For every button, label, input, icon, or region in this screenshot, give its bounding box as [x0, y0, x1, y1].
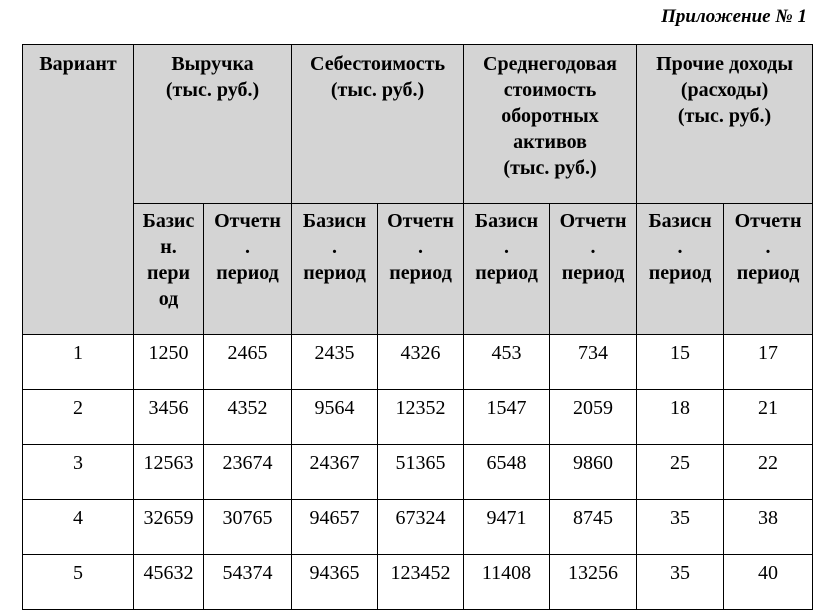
header-revenue: Выручка (тыс. руб.) [134, 45, 292, 204]
table-cell: 9860 [550, 445, 637, 500]
subheader-row [23, 204, 813, 335]
header-working-capital: Среднегодовая стоимость оборотных активов (тыс. руб.) [464, 45, 637, 204]
table-cell: 123452 [378, 555, 464, 610]
table-cell: 21 [724, 390, 813, 445]
appendix-label: Приложение № 1 [661, 6, 807, 27]
table-cell: 94365 [292, 555, 378, 610]
table-cell: 1250 [134, 335, 204, 390]
table-cell: 2435 [292, 335, 378, 390]
subheader-cell: Отчетн . период [378, 204, 464, 335]
table-cell: 12563 [134, 445, 204, 500]
table-cell: 94657 [292, 500, 378, 555]
table-row [23, 500, 813, 555]
table-cell: 4 [23, 500, 134, 555]
table-cell: 40 [724, 555, 813, 610]
table-cell: 12352 [378, 390, 464, 445]
table-cell: 18 [637, 390, 724, 445]
table-cell: 5 [23, 555, 134, 610]
subheader-cell: Базисн . период [637, 204, 724, 335]
table-cell: 3456 [134, 390, 204, 445]
table-cell: 45632 [134, 555, 204, 610]
table-cell: 54374 [204, 555, 292, 610]
header-cost: Себестоимость (тыс. руб.) [292, 45, 464, 204]
table-cell: 1547 [464, 390, 550, 445]
table-cell: 8745 [550, 500, 637, 555]
table-cell: 6548 [464, 445, 550, 500]
table-cell: 24367 [292, 445, 378, 500]
table-cell: 35 [637, 500, 724, 555]
table-cell: 17 [724, 335, 813, 390]
header-other-income: Прочие доходы (расходы) (тыс. руб.) [637, 45, 813, 204]
subheader-cell: Отчетн . период [550, 204, 637, 335]
subheader-cell: Отчетн . период [204, 204, 292, 335]
table-cell: 2 [23, 390, 134, 445]
subheader-cell: Отчетн . период [724, 204, 813, 335]
subheader-cell: Базисн . период [292, 204, 378, 335]
table-cell: 25 [637, 445, 724, 500]
table-cell: 4352 [204, 390, 292, 445]
table-cell: 15 [637, 335, 724, 390]
subheader-cell: Базисн . период [464, 204, 550, 335]
table-cell: 4326 [378, 335, 464, 390]
table-cell: 453 [464, 335, 550, 390]
table-cell: 2465 [204, 335, 292, 390]
table-cell: 35 [637, 555, 724, 610]
table-cell: 30765 [204, 500, 292, 555]
table-cell: 67324 [378, 500, 464, 555]
table-cell: 32659 [134, 500, 204, 555]
table-cell: 3 [23, 445, 134, 500]
table-cell: 38 [724, 500, 813, 555]
header-variant: Вариант [23, 45, 134, 335]
table-cell: 2059 [550, 390, 637, 445]
table-cell: 13256 [550, 555, 637, 610]
table-cell: 1 [23, 335, 134, 390]
table-cell: 9564 [292, 390, 378, 445]
data-table [22, 44, 813, 610]
table-row [23, 335, 813, 390]
table-cell: 22 [724, 445, 813, 500]
table-row [23, 555, 813, 610]
table-cell: 51365 [378, 445, 464, 500]
table-cell: 734 [550, 335, 637, 390]
table-row [23, 445, 813, 500]
table-cell: 23674 [204, 445, 292, 500]
table-cell: 9471 [464, 500, 550, 555]
header-row [23, 45, 813, 204]
table-row [23, 390, 813, 445]
subheader-cell: Базис н. пери од [134, 204, 204, 335]
table-cell: 11408 [464, 555, 550, 610]
